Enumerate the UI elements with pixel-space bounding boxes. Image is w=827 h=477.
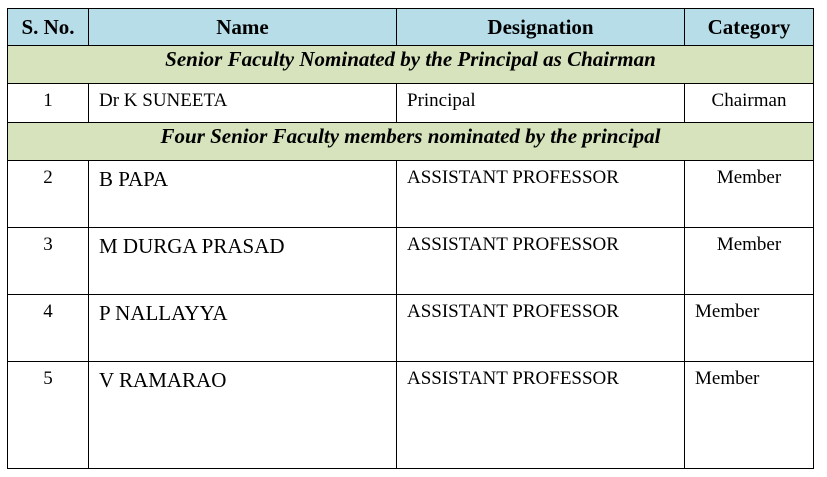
header-designation: Designation: [397, 9, 685, 46]
row-category: Member: [685, 161, 814, 228]
table-row: [8, 84, 814, 123]
committee-table: [7, 8, 814, 469]
row-sno: 5: [8, 362, 89, 469]
section-row: [8, 46, 814, 84]
row-designation: Principal: [397, 84, 685, 123]
row-category: Member: [685, 362, 814, 469]
section-row: [8, 123, 814, 161]
row-category: Chairman: [685, 84, 814, 123]
row-name: V RAMARAO: [89, 362, 397, 469]
header-name: Name: [89, 9, 397, 46]
row-designation: ASSISTANT PROFESSOR: [397, 161, 685, 228]
row-name: B PAPA: [89, 161, 397, 228]
header-sno: S. No.: [8, 9, 89, 46]
row-sno: 4: [8, 295, 89, 362]
row-sno: 1: [8, 84, 89, 123]
row-designation: ASSISTANT PROFESSOR: [397, 362, 685, 469]
header-category: Category: [685, 9, 814, 46]
row-category: Member: [685, 228, 814, 295]
table-row: [8, 161, 814, 228]
row-name: Dr K SUNEETA: [89, 84, 397, 123]
row-name: M DURGA PRASAD: [89, 228, 397, 295]
table-row: [8, 362, 814, 469]
row-designation: ASSISTANT PROFESSOR: [397, 228, 685, 295]
row-category: Member: [685, 295, 814, 362]
header-row: [8, 9, 814, 46]
section-title: Four Senior Faculty members nominated by the principal: [8, 123, 814, 161]
row-designation: ASSISTANT PROFESSOR: [397, 295, 685, 362]
row-name: P NALLAYYA: [89, 295, 397, 362]
section-title: Senior Faculty Nominated by the Principal as Chairman: [8, 46, 814, 84]
table-row: [8, 295, 814, 362]
table-row: [8, 228, 814, 295]
row-sno: 3: [8, 228, 89, 295]
row-sno: 2: [8, 161, 89, 228]
